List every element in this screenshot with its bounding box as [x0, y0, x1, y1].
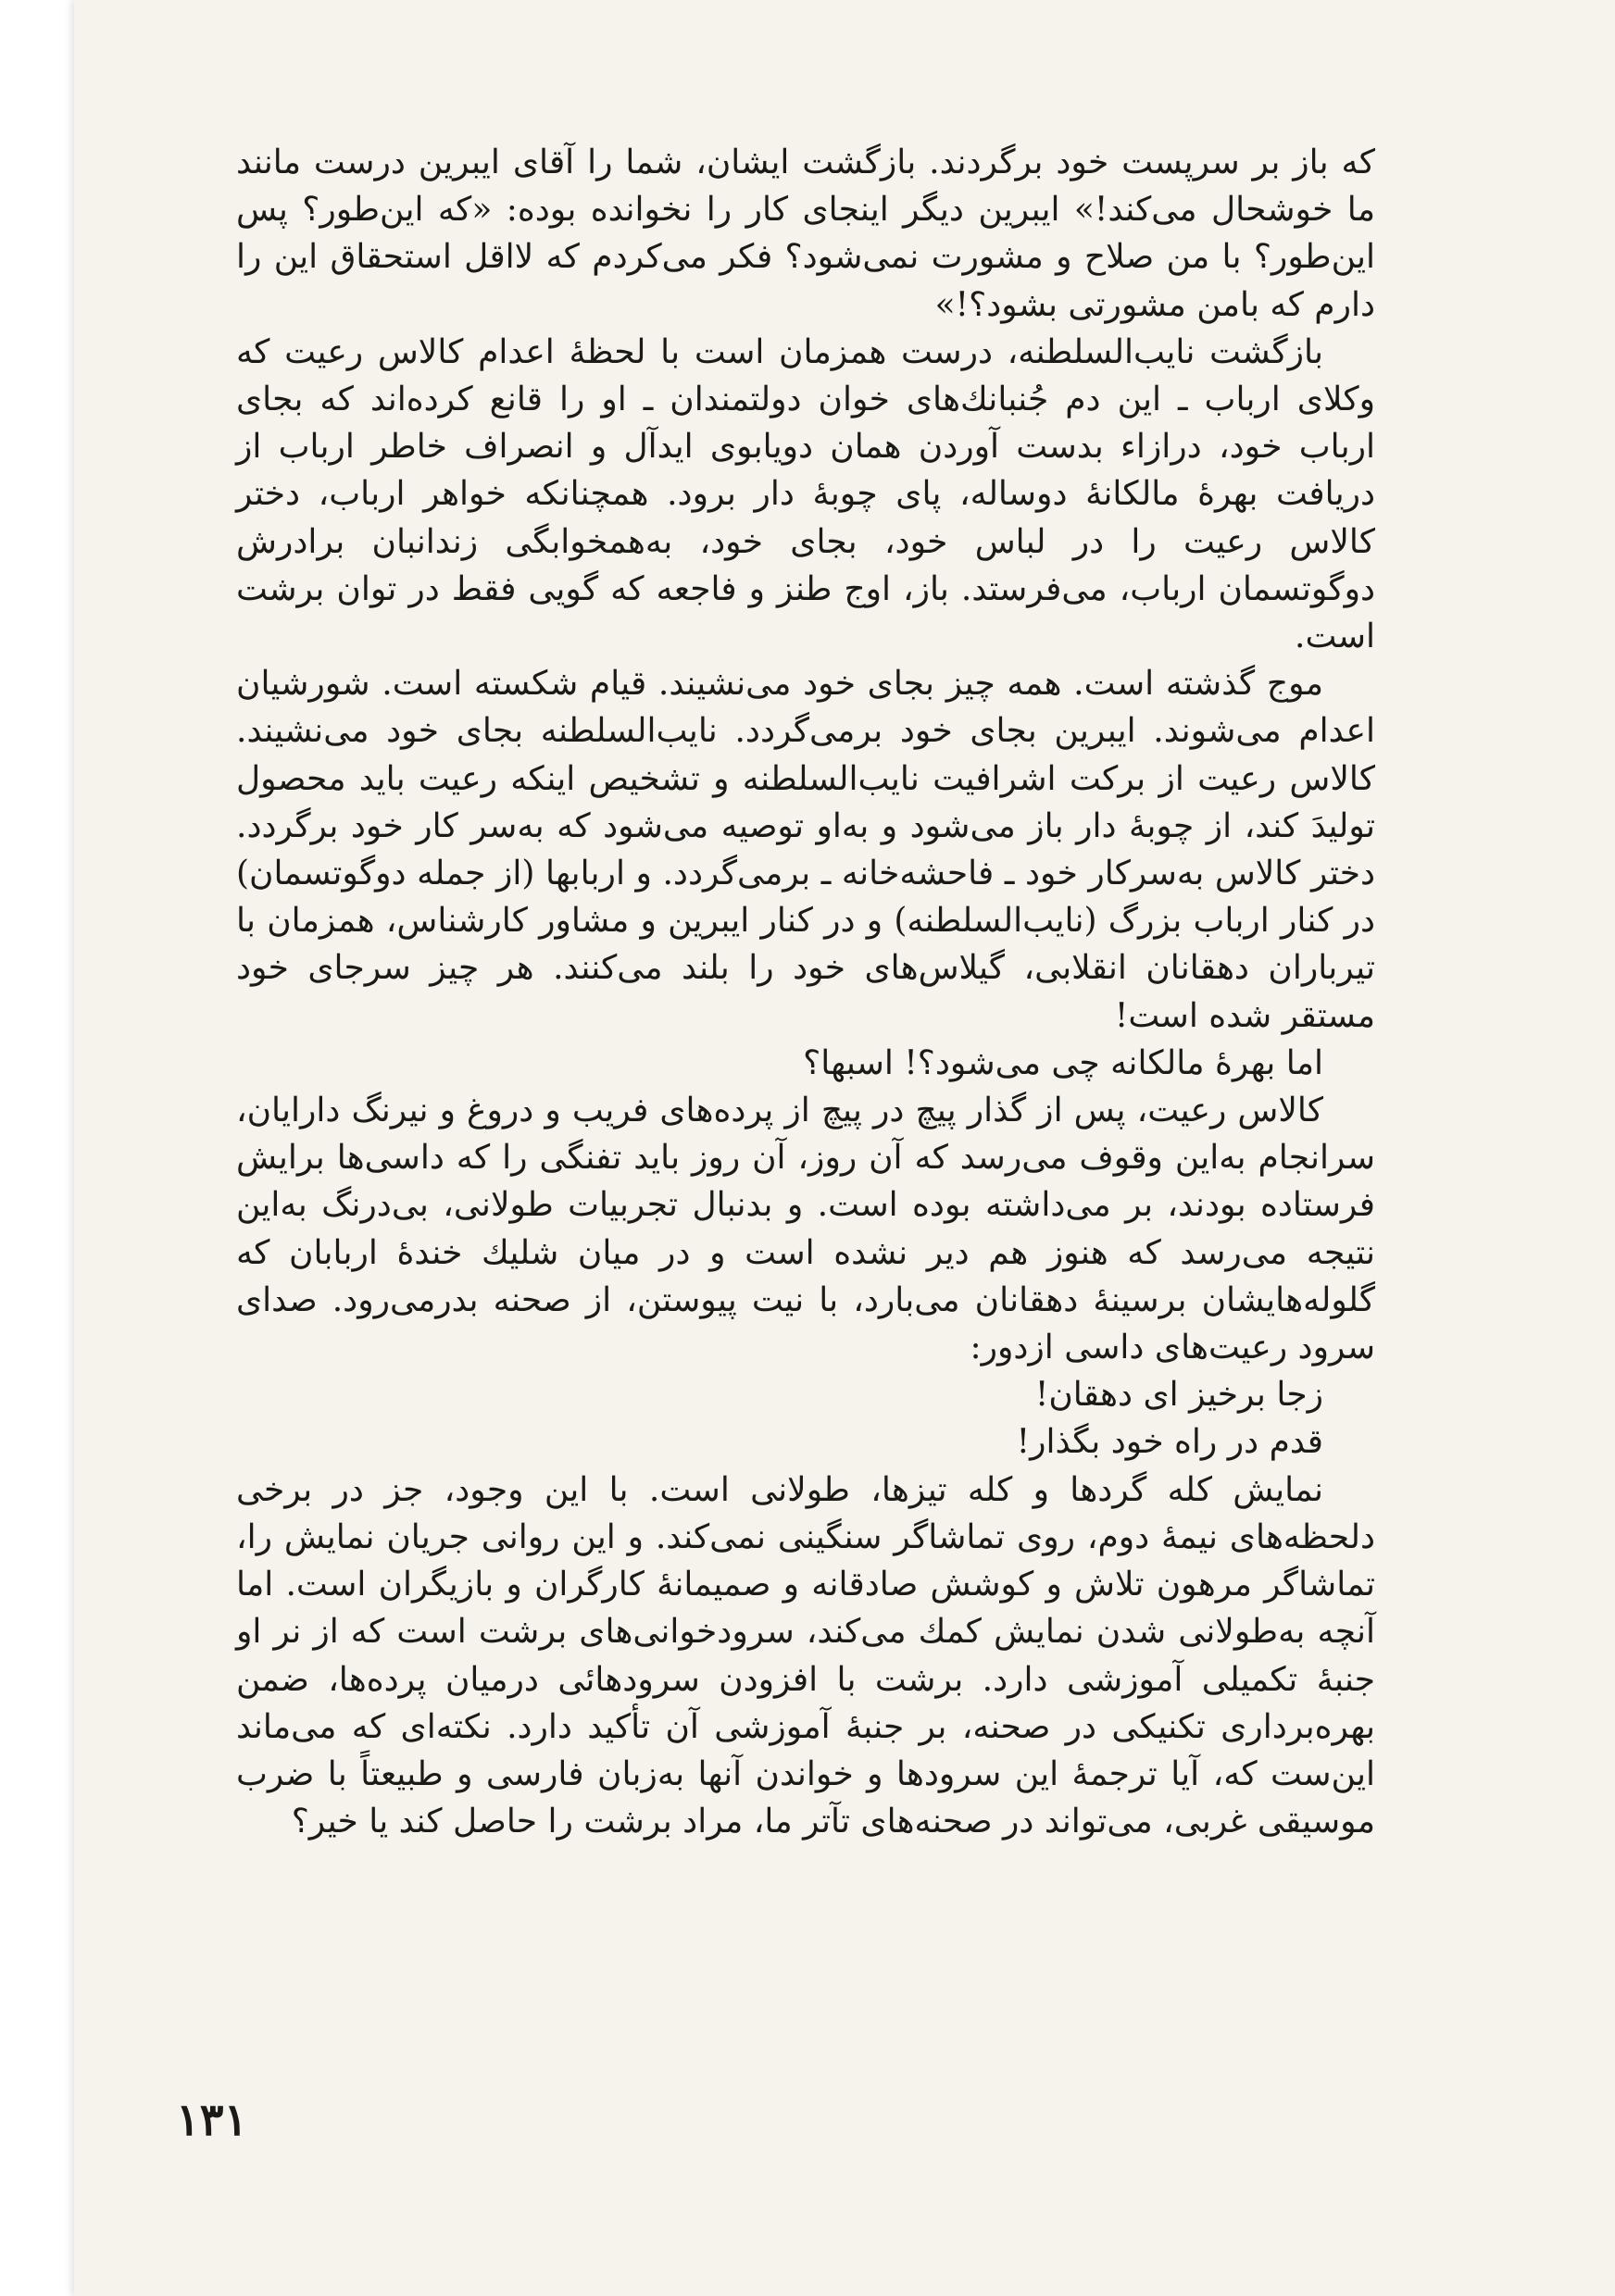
verse-line-2: قدم در راه خود بگذار! — [1016, 1423, 1323, 1462]
body-text — [236, 139, 1375, 1845]
verse-line-1: زجا برخیز ای دهقان! — [1034, 1376, 1323, 1415]
paragraph-6: نمایش کله گردها و کله تیزها، طولانی است. با این وجود، جز در برخی دلحظه‌های نیمهٔ دوم، روی تماشاگر سنگینی نمی‌کند. و این روانی جریان نمایش را، تماشاگر مرهون تلاش و کوشش صادقانه و صمیمانهٔ کارگران و بازیگران است. اما آنچه به‌طولانی شدن نمایش کمك می‌کند، سرودخوانی‌های برشت است که از نر او جنبهٔ تکمیلی آموزشی دارد. برشت با افزودن سرودهائی درمیان پرده‌ها، ضمن بهره‌برداری تکنیکی در صحنه، بر جنبهٔ آموزشی آن تأکید دارد. نکته‌ای که می‌ماند این‌ست که، آیا ترجمهٔ این سرودها و خواندن آنها به‌زبان فارسی و طبیعتاً با ضرب موسیقی غربی، می‌تواند در صحنه‌های تآتر ما، مراد برشت را حاصل کند یا خیر؟ — [236, 1470, 1375, 1841]
paragraph-3: موج گذشته است. همه چیز بجای خود می‌نشیند. قیام شکسته است. شورشیان اعدام می‌شوند. ایبرین بجای خود برمی‌گردد. نایب‌السلطنه بجای خود می‌نشیند. کالاس رعیت از برکت اشرافیت نایب‌السلطنه و تشخیص اینکه رعیت باید محصول تولیدَ کند، از چوبهٔ دار باز می‌شود و به‌او توصیه می‌شود که به‌سر کار خود برگردد. دختر کالاس به‌سرکار خود ـ فاحشه‌خانه ـ برمی‌گردد. و اربابها (از جمله دوگوتسمان) در کنار ارباب بزرگ (نایب‌السلطنه) و در کنار ایبرین و مشاور کارشناس، همزمان با تیرباران دهقانان انقلابی، گیلاس‌های خود را بلند می‌کنند. هر چیز سرجای خود مستقر شده است! — [236, 665, 1375, 1035]
paragraph-1: که باز بر سرپست خود برگردند. بازگشت ایشان، شما را آقای ایبرین درست مانند ما خوشحال می‌کند!» ایبرین دیگر اینجای کار را نخوانده بوده: «که این‌طور؟ پس این‌طور؟ با من صلاح و مشورت نمی‌شود؟ فکر می‌کردم که لااقل استحقاق این را دارم که بامن مشورتی بشود؟!» — [236, 144, 1375, 324]
paragraph-2: بازگشت نایب‌السلطنه، درست همزمان است با لحظهٔ اعدام کالاس رعیت که وکلای ارباب ـ این دم جُنبانك‌های خوان دولتمندان ـ او را قانع کرده‌اند که بجای ارباب خود، درازاء بدست آوردن همان دویابوی ایدآل و انصراف خاطر ارباب از دریافت بهرهٔ مالکانهٔ دوساله، پای چوبهٔ دار برود. همچنانکه خواهر ارباب، دختر کالاس رعیت را در لباس خود، بجای خود، به‌همخوابگی زندانبان برادرش دوگوتسمان ارباب، می‌فرستد. باز، اوج طنز و فاجعه که گویی فقط در توان برشت است. — [236, 332, 1375, 656]
page-number: ۱۳۱ — [176, 2094, 248, 2146]
paragraph-5: کالاس رعیت، پس از گذار پیچ در پیچ از پرده‌های فریب و دروغ و نیرنگ دارایان، سرانجام به‌این وقوف می‌رسد که آن روز، آن روز باید تفنگی را که داسی‌ها برایش فرستاده بودند، بر می‌داشته بوده است. و بدنبال تجربیات طولانی، بی‌درنگ به‌این نتیجه می‌رسد که هنوز هم دیر نشده است و در میان شلیك خندهٔ اربابان که گلوله‌هایشان برسینهٔ دهقانان می‌بارد، با نیت پیوستن، از صحنه بدرمی‌رود. صدای سرود رعیت‌های داسی ازدور: — [236, 1092, 1375, 1367]
paragraph-4: اما بهرهٔ مالکانه چی می‌شود؟! اسبها؟ — [803, 1043, 1323, 1082]
